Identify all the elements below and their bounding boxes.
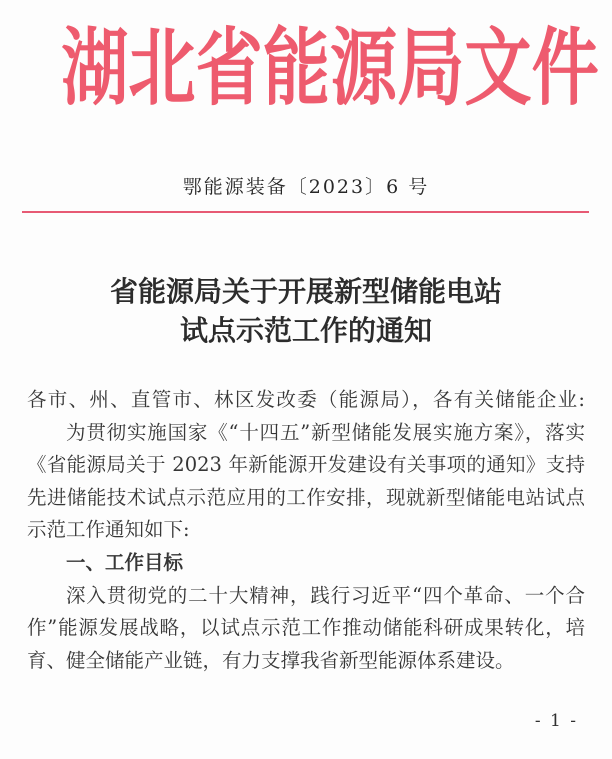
body-line: 深入贯彻党的二十大精神，践行习近平“四个革命、一个合 — [66, 583, 585, 607]
body-line: 《省能源局关于 2023 年新能源开发建设有关事项的通知》支持 — [27, 453, 585, 477]
body-line: 各市、州、直管市、林区发改委（能源局），各有关储能企业: — [27, 388, 585, 411]
body-line: 示范工作通知如下: — [27, 518, 190, 542]
body-line: 为贯彻实施国家《“十四五”新型储能发展实施方案》，落实 — [66, 420, 585, 444]
body-line: 一、工作目标 — [66, 550, 184, 574]
agency-title: 湖北省能源局文件 — [61, 18, 599, 117]
document-title-line2: 试点示范工作的通知 — [179, 314, 432, 347]
body-line: 育、健全储能产业链，有力支撑我省新型能源体系建设。 — [27, 648, 515, 672]
page-number: - 1 - — [534, 711, 578, 731]
document-number: 鄂能源装备〔2023〕6 号 — [182, 176, 430, 198]
body-line: 作”能源发展战略，以试点示范工作推动储能科研成果转化，培 — [27, 616, 585, 640]
document-title-line1: 省能源局关于开展新型储能电站 — [109, 275, 502, 308]
red-divider-line — [22, 211, 589, 213]
document-body — [27, 384, 585, 677]
document-title — [0, 272, 612, 350]
body-line: 先进储能技术试点示范应用的工作安排，现就新型储能电站试点 — [27, 485, 585, 509]
